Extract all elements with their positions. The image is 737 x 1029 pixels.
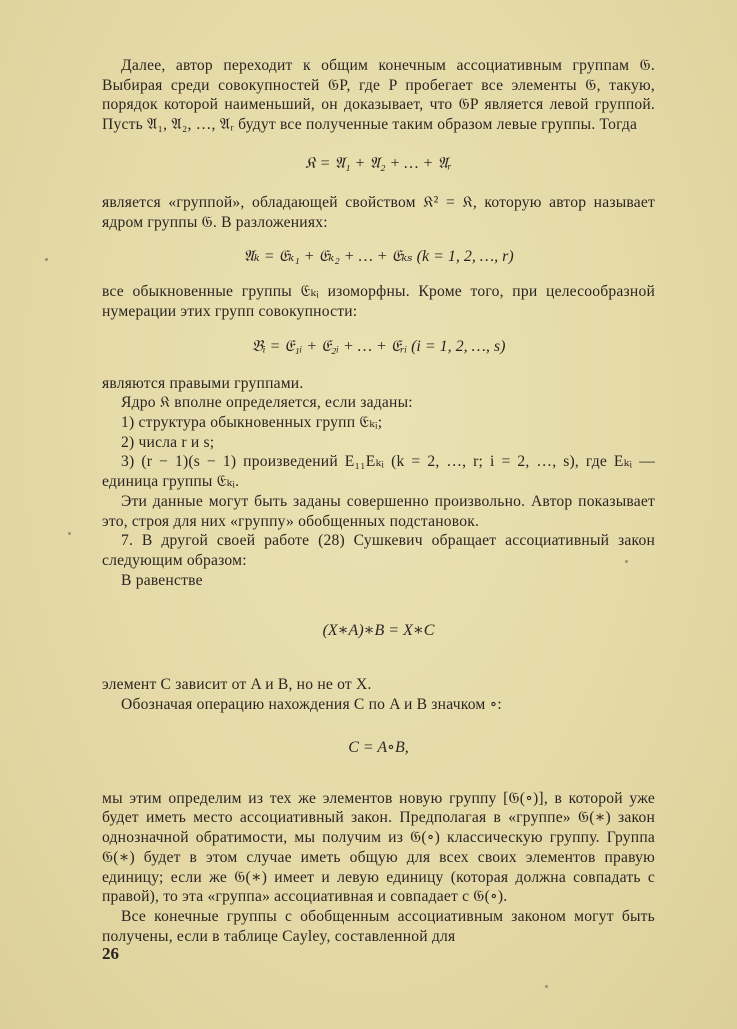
page-body bbox=[102, 56, 655, 946]
paper-speck bbox=[625, 560, 628, 563]
formula-right-group-decomposition: 𝔅ᵢ = 𝔈₁ᵢ + 𝔈₂ᵢ + … + 𝔈ᵣᵢ (i = 1, 2, …, s) bbox=[251, 337, 506, 355]
paragraph-7-section: 7. В другой своей работе (28) Сушкевич обращает ассоциативный закон следующим образом: bbox=[102, 532, 655, 569]
paragraph-8: В равенстве bbox=[121, 571, 203, 589]
paragraph-9: элемент C зависит от A и B, но не от X. bbox=[102, 676, 372, 694]
list-item-1: 1) структура обыкновенных групп 𝔈ₖᵢ; bbox=[121, 414, 383, 432]
list-item-2: 2) числа r и s; bbox=[121, 433, 215, 451]
paragraph-1: Далее, автор переходит к общим конечным ассоциативным группам 𝔊. Выбирая среди совокупностей 𝔊P, где P пробегает все элементы 𝔊, такую, порядок которой наименьший, он доказывает, что 𝔊P является левой группой. Пусть 𝔄₁, 𝔄₂, …, 𝔄ᵣ будут все полученные таким образом левые группы. Тогда bbox=[102, 57, 655, 134]
paragraph-6: Эти данные могут быть заданы совершенно произвольно. Автор показывает это, строя для них «группу» обобщенных подстановок. bbox=[102, 492, 655, 530]
formula-circle-operation: C = A∘B, bbox=[348, 738, 409, 756]
paragraph-10: Обозначая операцию нахождения C по A и B значком ∘: bbox=[121, 696, 502, 714]
formula-kernel: 𝔎 = 𝔄₁ + 𝔄₂ + … + 𝔄ᵣ bbox=[305, 154, 452, 172]
list-item-3: 3) (r − 1)(s − 1) произведений E₁₁Eₖᵢ (k = 2, …, r; i = 2, …, s), где Eₖᵢ — единица группы 𝔈ₖᵢ. bbox=[102, 453, 655, 491]
paper-speck bbox=[545, 985, 548, 988]
paragraph-5: Ядро 𝔎 вполне определяется, если заданы: bbox=[121, 394, 413, 412]
paragraph-3: все обыкновенные группы 𝔈ₖᵢ изоморфны. Кроме того, при целесообразной нумерации этих групп совокупности: bbox=[102, 283, 655, 320]
paragraph-11: мы этим определим из тех же элементов новую группу [𝔊(∘)], в которой уже будет иметь место ассоциативный закон. Предполагая в «группе» 𝔊(∗) закон однозначной обратимости, мы получим из 𝔊(∘) классическую группу. Группа 𝔊(∗) будет в этом случае иметь общую для всех своих элементов правую единицу; если же 𝔊(∗) имеет и левую единицу (которая должна совпадать с правой), то эта «группа» ассоциативная и совпадает с 𝔊(∘). bbox=[102, 789, 655, 906]
formula-associativity: (X∗A)∗B = X∗C bbox=[322, 622, 435, 640]
paper-speck bbox=[68, 532, 71, 535]
paragraph-2: является «группой», обладающей свойством 𝔎² = 𝔎, которую автор называет ядром группы 𝔊. В разложениях: bbox=[102, 193, 655, 231]
paper-speck bbox=[45, 258, 48, 261]
paragraph-12: Все конечные группы с обобщенным ассоциативным законом могут быть получены, если в таблице Cayley, составленной для bbox=[102, 907, 655, 945]
paragraph-4: являются правыми группами. bbox=[102, 374, 304, 392]
formula-left-group-decomposition: 𝔄ₖ = 𝔈ₖ₁ + 𝔈ₖ₂ + … + 𝔈ₖₛ (k = 1, 2, …, r) bbox=[243, 248, 514, 266]
page-number: 26 bbox=[102, 944, 119, 963]
